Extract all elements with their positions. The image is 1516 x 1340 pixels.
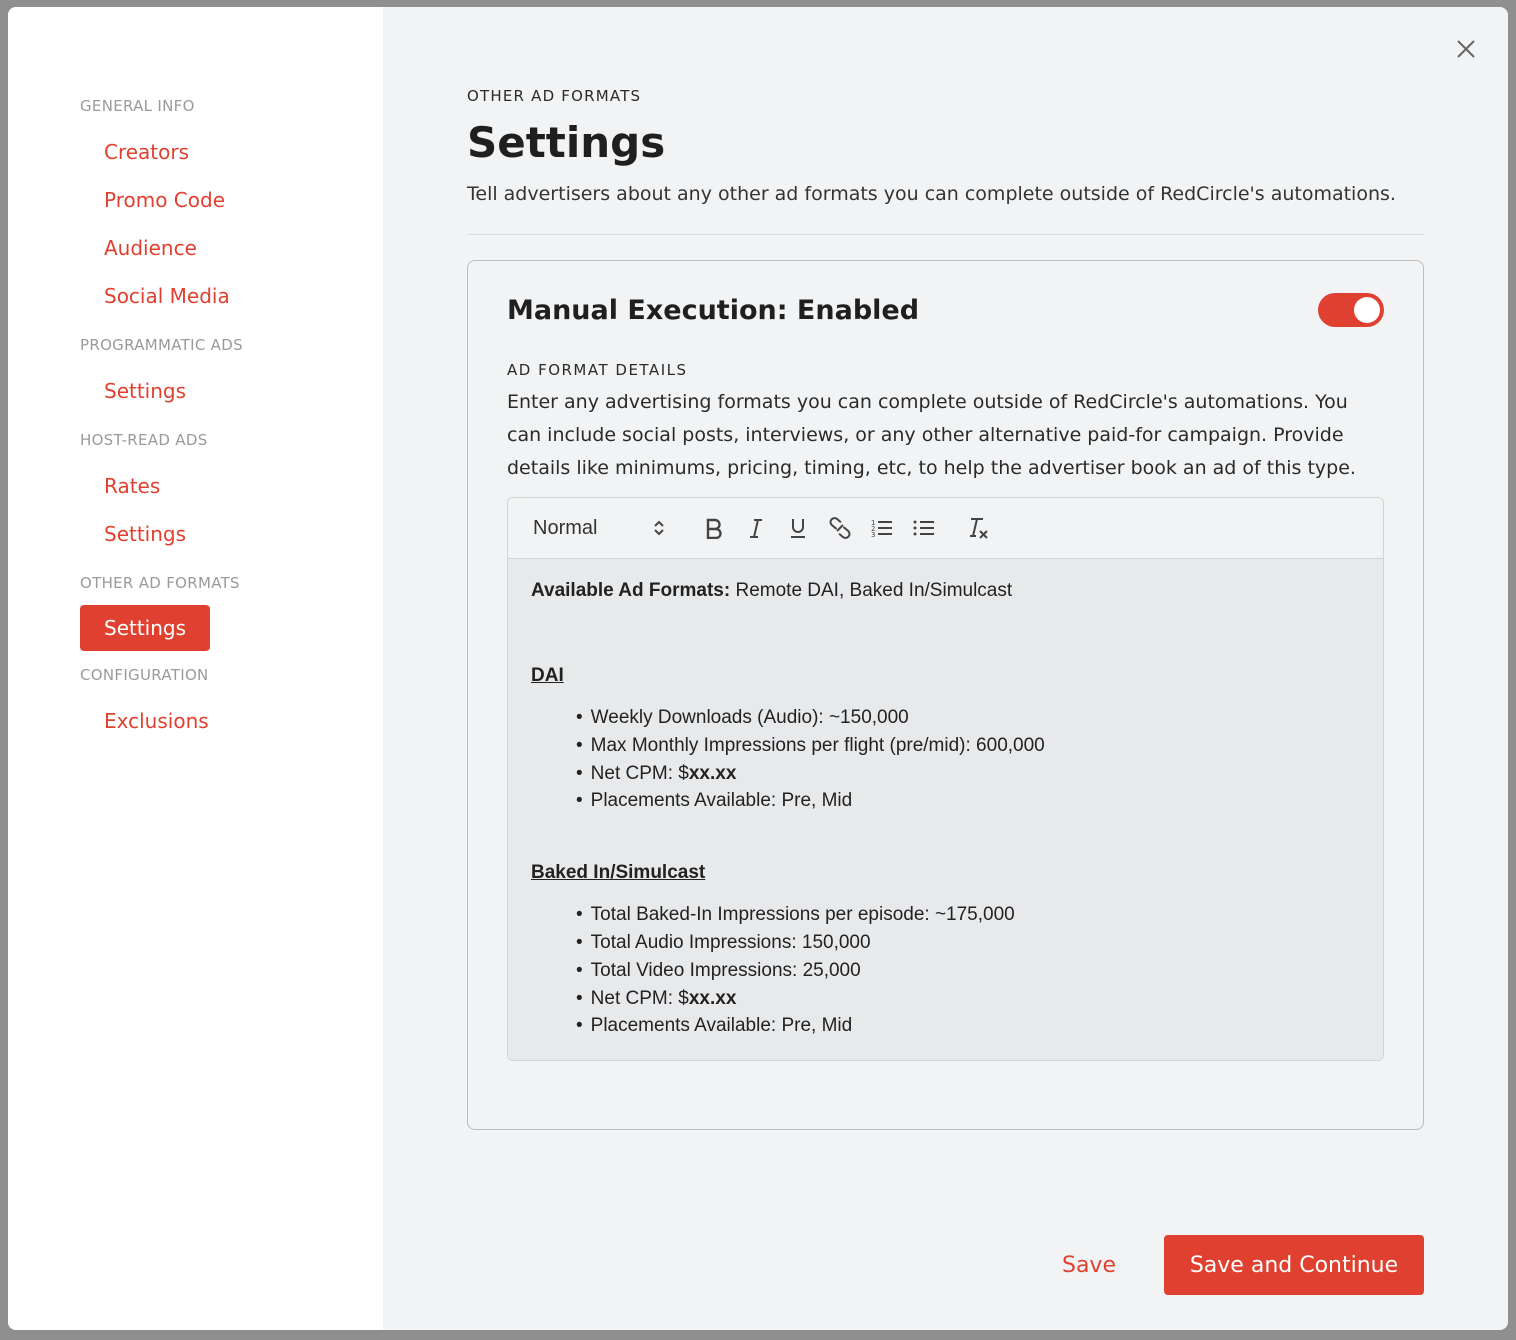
available-formats-value: Remote DAI, Baked In/Simulcast xyxy=(730,580,1013,601)
link-icon xyxy=(828,517,852,539)
editor-content[interactable] xyxy=(508,559,1383,1060)
list-item: • Total Video Impressions: 25,000 xyxy=(576,957,1360,985)
text-format-value: Normal xyxy=(533,516,598,539)
text-format-select[interactable] xyxy=(533,517,665,540)
list-item: • Net CPM: $xx.xx xyxy=(576,985,1360,1013)
list-item: • Weekly Downloads (Audio): ~150,000 xyxy=(576,704,1360,732)
list-item: • Max Monthly Impressions per flight (pre/mid): 600,000 xyxy=(576,732,1360,760)
underline-icon xyxy=(788,517,808,539)
toggle-knob xyxy=(1354,297,1380,323)
main-panel xyxy=(383,7,1508,1330)
ordered-list-button[interactable] xyxy=(861,507,903,549)
svg-text:2: 2 xyxy=(871,525,876,533)
close-button[interactable] xyxy=(1452,35,1480,63)
sidebar-item-promo-code[interactable]: Promo Code xyxy=(104,188,226,212)
svg-text:1: 1 xyxy=(871,519,876,527)
modal-footer xyxy=(1062,1235,1424,1295)
list-item: • Net CPM: $xx.xx xyxy=(576,760,1360,788)
available-formats-label: Available Ad Formats: xyxy=(531,580,731,601)
bullet-list-button[interactable] xyxy=(903,507,945,549)
sidebar-heading-other-ad-formats: OTHER AD FORMATS xyxy=(80,574,240,592)
sidebar-item-rates[interactable]: Rates xyxy=(104,474,161,498)
list-item: • Placements Available: Pre, Mid xyxy=(576,1012,1360,1040)
available-formats-line xyxy=(531,579,1360,603)
settings-modal xyxy=(8,7,1508,1330)
page-title: Settings xyxy=(467,118,666,167)
italic-icon xyxy=(746,517,766,539)
sidebar-item-social-media[interactable]: Social Media xyxy=(104,284,230,308)
sidebar-item-audience[interactable]: Audience xyxy=(104,236,197,260)
underline-button[interactable] xyxy=(777,507,819,549)
save-and-continue-button[interactable]: Save and Continue xyxy=(1164,1235,1424,1295)
list-item: • Total Audio Impressions: 150,000 xyxy=(576,929,1360,957)
divider xyxy=(467,234,1424,235)
clear-format-icon xyxy=(966,516,990,540)
section-title-baked-in: Baked In/Simulcast xyxy=(531,862,706,884)
baked-in-list xyxy=(531,901,1360,1040)
list-item: • Total Baked-In Impressions per episode: ~175,000 xyxy=(576,901,1360,929)
close-icon xyxy=(1452,35,1480,63)
sidebar-item-host-read-settings[interactable]: Settings xyxy=(104,522,187,546)
sidebar-item-programmatic-settings[interactable]: Settings xyxy=(104,379,187,403)
svg-text:3: 3 xyxy=(871,531,876,539)
rich-text-editor xyxy=(507,497,1384,1061)
sidebar-nav xyxy=(8,7,383,1330)
content-area xyxy=(467,87,1424,1130)
bold-icon xyxy=(704,517,724,539)
manual-execution-card xyxy=(467,260,1424,1130)
ordered-list-icon xyxy=(870,517,894,539)
updown-chevron-icon xyxy=(653,519,665,537)
sidebar-item-exclusions[interactable]: Exclusions xyxy=(104,709,209,733)
sidebar-item-other-formats-settings[interactable]: Settings xyxy=(80,605,210,651)
page-subtitle: Tell advertisers about any other ad formats you can complete outside of RedCircle's automations. xyxy=(467,183,1396,205)
editor-toolbar xyxy=(508,498,1383,559)
sidebar-heading-host-read-ads: HOST-READ ADS xyxy=(80,431,208,449)
bold-button[interactable] xyxy=(693,507,735,549)
card-title: Manual Execution: Enabled xyxy=(507,294,920,326)
page-eyebrow: OTHER AD FORMATS xyxy=(467,87,642,105)
ad-format-details-description: Enter any advertising formats you can complete outside of RedCircle's automations. You can include social posts, interviews, or any other alternative paid-for campaign. Provide details like minimums, pricing, timing, etc, to help the advertiser book an ad of this type. xyxy=(507,391,1356,479)
sidebar-heading-configuration: CONFIGURATION xyxy=(80,666,209,684)
sidebar-item-creators[interactable]: Creators xyxy=(104,140,190,164)
bullet-list-icon xyxy=(912,517,936,539)
italic-button[interactable] xyxy=(735,507,777,549)
ad-format-details-heading: AD FORMAT DETAILS xyxy=(507,361,688,379)
save-button[interactable]: Save xyxy=(1061,1252,1116,1278)
link-button[interactable] xyxy=(819,507,861,549)
dai-list xyxy=(531,704,1360,815)
list-item: • Placements Available: Pre, Mid xyxy=(576,787,1360,815)
section-title-dai: DAI xyxy=(531,665,564,686)
sidebar-heading-general-info: GENERAL INFO xyxy=(80,97,195,115)
sidebar-heading-programmatic-ads: PROGRAMMATIC ADS xyxy=(80,336,243,354)
manual-execution-toggle[interactable] xyxy=(1318,293,1384,327)
clear-format-button[interactable] xyxy=(957,507,999,549)
